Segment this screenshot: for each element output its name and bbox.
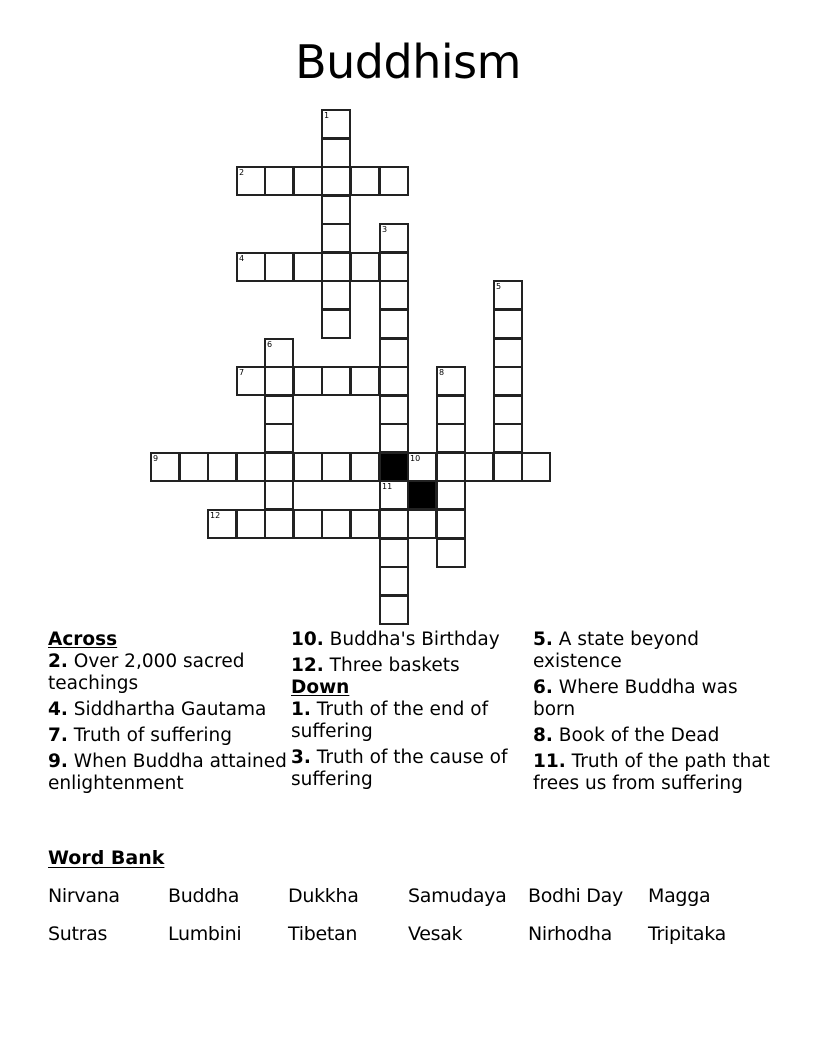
clue-number: 2. (48, 651, 68, 672)
clue-down-1 (291, 699, 531, 743)
word-bank-item: Sutras (48, 923, 108, 945)
clue-down-8 (533, 725, 773, 747)
grid-cell[interactable] (321, 223, 351, 253)
word-bank-title: Word Bank (48, 847, 165, 869)
grid-cell[interactable] (493, 309, 523, 339)
grid-cell[interactable] (293, 166, 323, 196)
grid-cell[interactable] (321, 280, 351, 310)
grid-cell[interactable] (436, 480, 466, 510)
clue-number: 8. (533, 725, 553, 746)
grid-cell[interactable] (493, 423, 523, 453)
grid-cell[interactable] (493, 366, 523, 396)
grid-cell[interactable] (379, 280, 409, 310)
grid-cell[interactable] (379, 395, 409, 425)
word-bank-item: Samudaya (408, 885, 507, 907)
clue-down-6 (533, 677, 773, 721)
grid-cell[interactable] (179, 452, 209, 482)
word-bank (48, 884, 768, 960)
grid-cell[interactable] (493, 280, 523, 310)
cell-number: 11 (382, 482, 393, 491)
cell-number: 12 (210, 511, 221, 520)
grid-cell[interactable] (379, 538, 409, 568)
clues-column-2 (291, 629, 531, 795)
clue-down-11 (533, 751, 773, 795)
clue-number: 4. (48, 699, 68, 720)
clue-number: 1. (291, 699, 311, 720)
grid-cell[interactable] (293, 366, 323, 396)
across-heading: Across (48, 629, 118, 650)
grid-cell[interactable] (493, 452, 523, 482)
grid-cell[interactable] (436, 509, 466, 539)
word-bank-row (48, 922, 768, 960)
grid-cell[interactable] (464, 452, 494, 482)
grid-cell[interactable] (236, 366, 266, 396)
grid-cell[interactable] (521, 452, 551, 482)
grid-cell[interactable] (379, 566, 409, 596)
grid-cell[interactable] (436, 538, 466, 568)
grid-cell[interactable] (236, 452, 266, 482)
word-bank-row (48, 884, 768, 922)
crossword-grid (151, 110, 551, 624)
grid-cell[interactable] (321, 452, 351, 482)
word-bank-item: Tripitaka (648, 923, 726, 945)
grid-cell[interactable] (493, 395, 523, 425)
grid-cell[interactable] (321, 195, 351, 225)
cell-number: 4 (239, 254, 245, 263)
clue-number: 12. (291, 655, 324, 676)
clue-across-7 (48, 725, 288, 747)
clue-text: Truth of suffering (73, 725, 232, 746)
cell-number: 1 (324, 111, 330, 120)
grid-cell[interactable] (379, 166, 409, 196)
grid-cell[interactable] (379, 423, 409, 453)
cell-number: 7 (239, 368, 245, 377)
grid-cell[interactable] (321, 138, 351, 168)
grid-cell[interactable] (321, 366, 351, 396)
word-bank-item: Buddha (168, 885, 240, 907)
clue-across-12 (291, 655, 531, 677)
cell-number: 3 (382, 225, 388, 234)
grid-cell[interactable] (436, 395, 466, 425)
grid-cell[interactable] (350, 452, 380, 482)
puzzle-title: Buddhism (295, 35, 521, 89)
grid-cell[interactable] (293, 452, 323, 482)
word-bank-item: Bodhi Day (528, 885, 623, 907)
grid-cell[interactable] (150, 452, 180, 482)
grid-cell[interactable] (379, 480, 409, 510)
grid-cell[interactable] (207, 452, 237, 482)
grid-cell[interactable] (207, 509, 237, 539)
grid-cell[interactable] (407, 452, 437, 482)
clue-text: Three baskets (329, 655, 460, 676)
black-cell (379, 452, 409, 482)
grid-cell[interactable] (379, 366, 409, 396)
grid-cell[interactable] (293, 509, 323, 539)
clue-text: Siddhartha Gautama (73, 699, 267, 720)
clue-number: 3. (291, 747, 311, 768)
grid-cell[interactable] (264, 166, 294, 196)
clue-text: When Buddha attained enlightenment (48, 751, 287, 794)
clue-across-10 (291, 629, 531, 651)
clue-text: Over 2,000 sacred teachings (48, 651, 245, 694)
word-bank-item: Nirvana (48, 885, 120, 907)
grid-cell[interactable] (493, 338, 523, 368)
word-bank-item: Tibetan (288, 923, 358, 945)
grid-cell[interactable] (264, 509, 294, 539)
clue-text: A state beyond existence (533, 629, 699, 672)
grid-cell[interactable] (264, 366, 294, 396)
grid-cell[interactable] (236, 166, 266, 196)
word-bank-item: Vesak (408, 923, 463, 945)
clue-text: Buddha's Birthday (329, 629, 500, 650)
grid-cell[interactable] (350, 366, 380, 396)
grid-cell[interactable] (379, 338, 409, 368)
cell-number: 8 (439, 368, 445, 377)
grid-cell[interactable] (264, 395, 294, 425)
grid-cell[interactable] (264, 480, 294, 510)
word-bank-item: Nirhodha (528, 923, 612, 945)
cell-number: 6 (267, 340, 273, 349)
grid-cell[interactable] (379, 223, 409, 253)
grid-cell[interactable] (293, 252, 323, 282)
clues-column-3 (533, 629, 773, 799)
clue-text: Where Buddha was born (533, 677, 738, 720)
grid-cell[interactable] (264, 252, 294, 282)
grid-cell[interactable] (321, 252, 351, 282)
clue-text: Truth of the path that frees us from suffering (533, 751, 770, 794)
cell-number: 9 (153, 454, 159, 463)
grid-cell[interactable] (264, 452, 294, 482)
grid-cell[interactable] (350, 166, 380, 196)
grid-cell[interactable] (321, 109, 351, 139)
cell-number: 2 (239, 168, 245, 177)
grid-cell[interactable] (264, 338, 294, 368)
grid-cell[interactable] (436, 423, 466, 453)
word-bank-item: Lumbini (168, 923, 242, 945)
clue-across-4 (48, 699, 288, 721)
black-cell (407, 480, 437, 510)
grid-cell[interactable] (379, 309, 409, 339)
grid-cell[interactable] (321, 309, 351, 339)
grid-cell[interactable] (379, 509, 409, 539)
grid-cell[interactable] (321, 166, 351, 196)
clue-number: 9. (48, 751, 68, 772)
clue-number: 7. (48, 725, 68, 746)
clue-across-9 (48, 751, 288, 795)
clue-text: Truth of the cause of suffering (291, 747, 508, 790)
grid-cell[interactable] (236, 252, 266, 282)
clue-down-3 (291, 747, 531, 791)
cell-number: 10 (410, 454, 421, 463)
clue-number: 11. (533, 751, 566, 772)
clue-number: 5. (533, 629, 553, 650)
grid-cell[interactable] (236, 509, 266, 539)
clues-column-1 (48, 629, 288, 799)
clue-text: Truth of the end of suffering (291, 699, 489, 742)
grid-cell[interactable] (264, 423, 294, 453)
grid-cell[interactable] (350, 509, 380, 539)
grid-cell[interactable] (436, 366, 466, 396)
clue-number: 10. (291, 629, 324, 650)
grid-cell[interactable] (379, 252, 409, 282)
clue-down-5 (533, 629, 773, 673)
cell-number: 5 (496, 282, 502, 291)
grid-cell[interactable] (350, 252, 380, 282)
clue-number: 6. (533, 677, 553, 698)
down-heading: Down (291, 677, 350, 698)
grid-cell[interactable] (407, 509, 437, 539)
word-bank-item: Dukkha (288, 885, 359, 907)
grid-cell[interactable] (436, 452, 466, 482)
clue-across-2 (48, 651, 288, 695)
word-bank-item: Magga (648, 885, 711, 907)
grid-cell[interactable] (379, 595, 409, 625)
grid-cell[interactable] (321, 509, 351, 539)
clue-text: Book of the Dead (558, 725, 720, 746)
